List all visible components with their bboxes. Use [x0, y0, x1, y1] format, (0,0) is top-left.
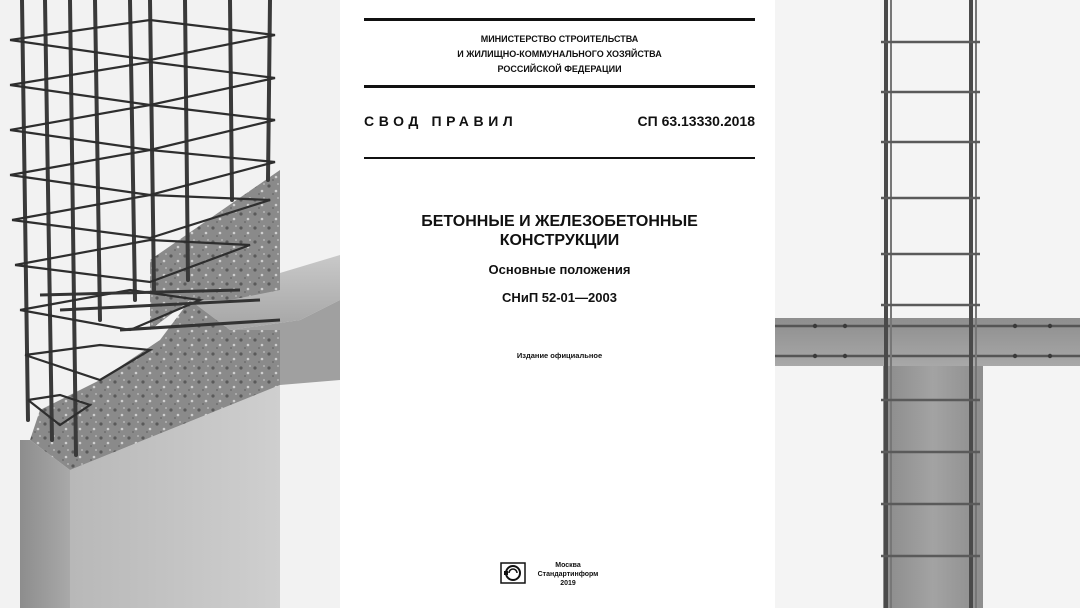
- edition-note: Издание официальное: [516, 351, 603, 360]
- doc-type: СВОД ПРАВИЛ: [364, 113, 518, 129]
- header-rule: [364, 85, 755, 88]
- publisher-year: 2019: [560, 580, 576, 587]
- code-rule: [364, 157, 755, 159]
- ministry-header: [364, 32, 755, 77]
- snip-code: СНиП 52-01—2003: [502, 290, 617, 305]
- doc-title: [364, 212, 755, 250]
- document-cover: [340, 0, 775, 608]
- rebar-column-render-right: [775, 0, 1080, 608]
- title-line: БЕТОННЫЕ И ЖЕЛЕЗОБЕТОННЫЕ: [421, 213, 698, 230]
- doc-subtitle: Основные положения: [488, 262, 631, 277]
- ministry-line: И ЖИЛИЩНО-КОММУНАЛЬНОГО ХОЗЯЙСТВА: [457, 49, 662, 59]
- publisher-city: Москва: [555, 562, 581, 569]
- ministry-line: МИНИСТЕРСТВО СТРОИТЕЛЬСТВА: [480, 34, 639, 44]
- publisher-name: Стандартинформ: [537, 571, 599, 578]
- ministry-line: РОССИЙСКОЙ ФЕДЕРАЦИИ: [497, 64, 622, 74]
- top-rule: [364, 18, 755, 21]
- rebar-elevation-illustration: [775, 0, 1080, 608]
- standartinform-logo-icon: [500, 562, 526, 584]
- doc-code: СП 63.13330.2018: [637, 113, 755, 129]
- publisher-block: [528, 561, 608, 588]
- rebar-column-render-left: [0, 0, 340, 608]
- rebar-cage-illustration: [0, 0, 340, 608]
- title-line: КОНСТРУКЦИИ: [499, 232, 620, 249]
